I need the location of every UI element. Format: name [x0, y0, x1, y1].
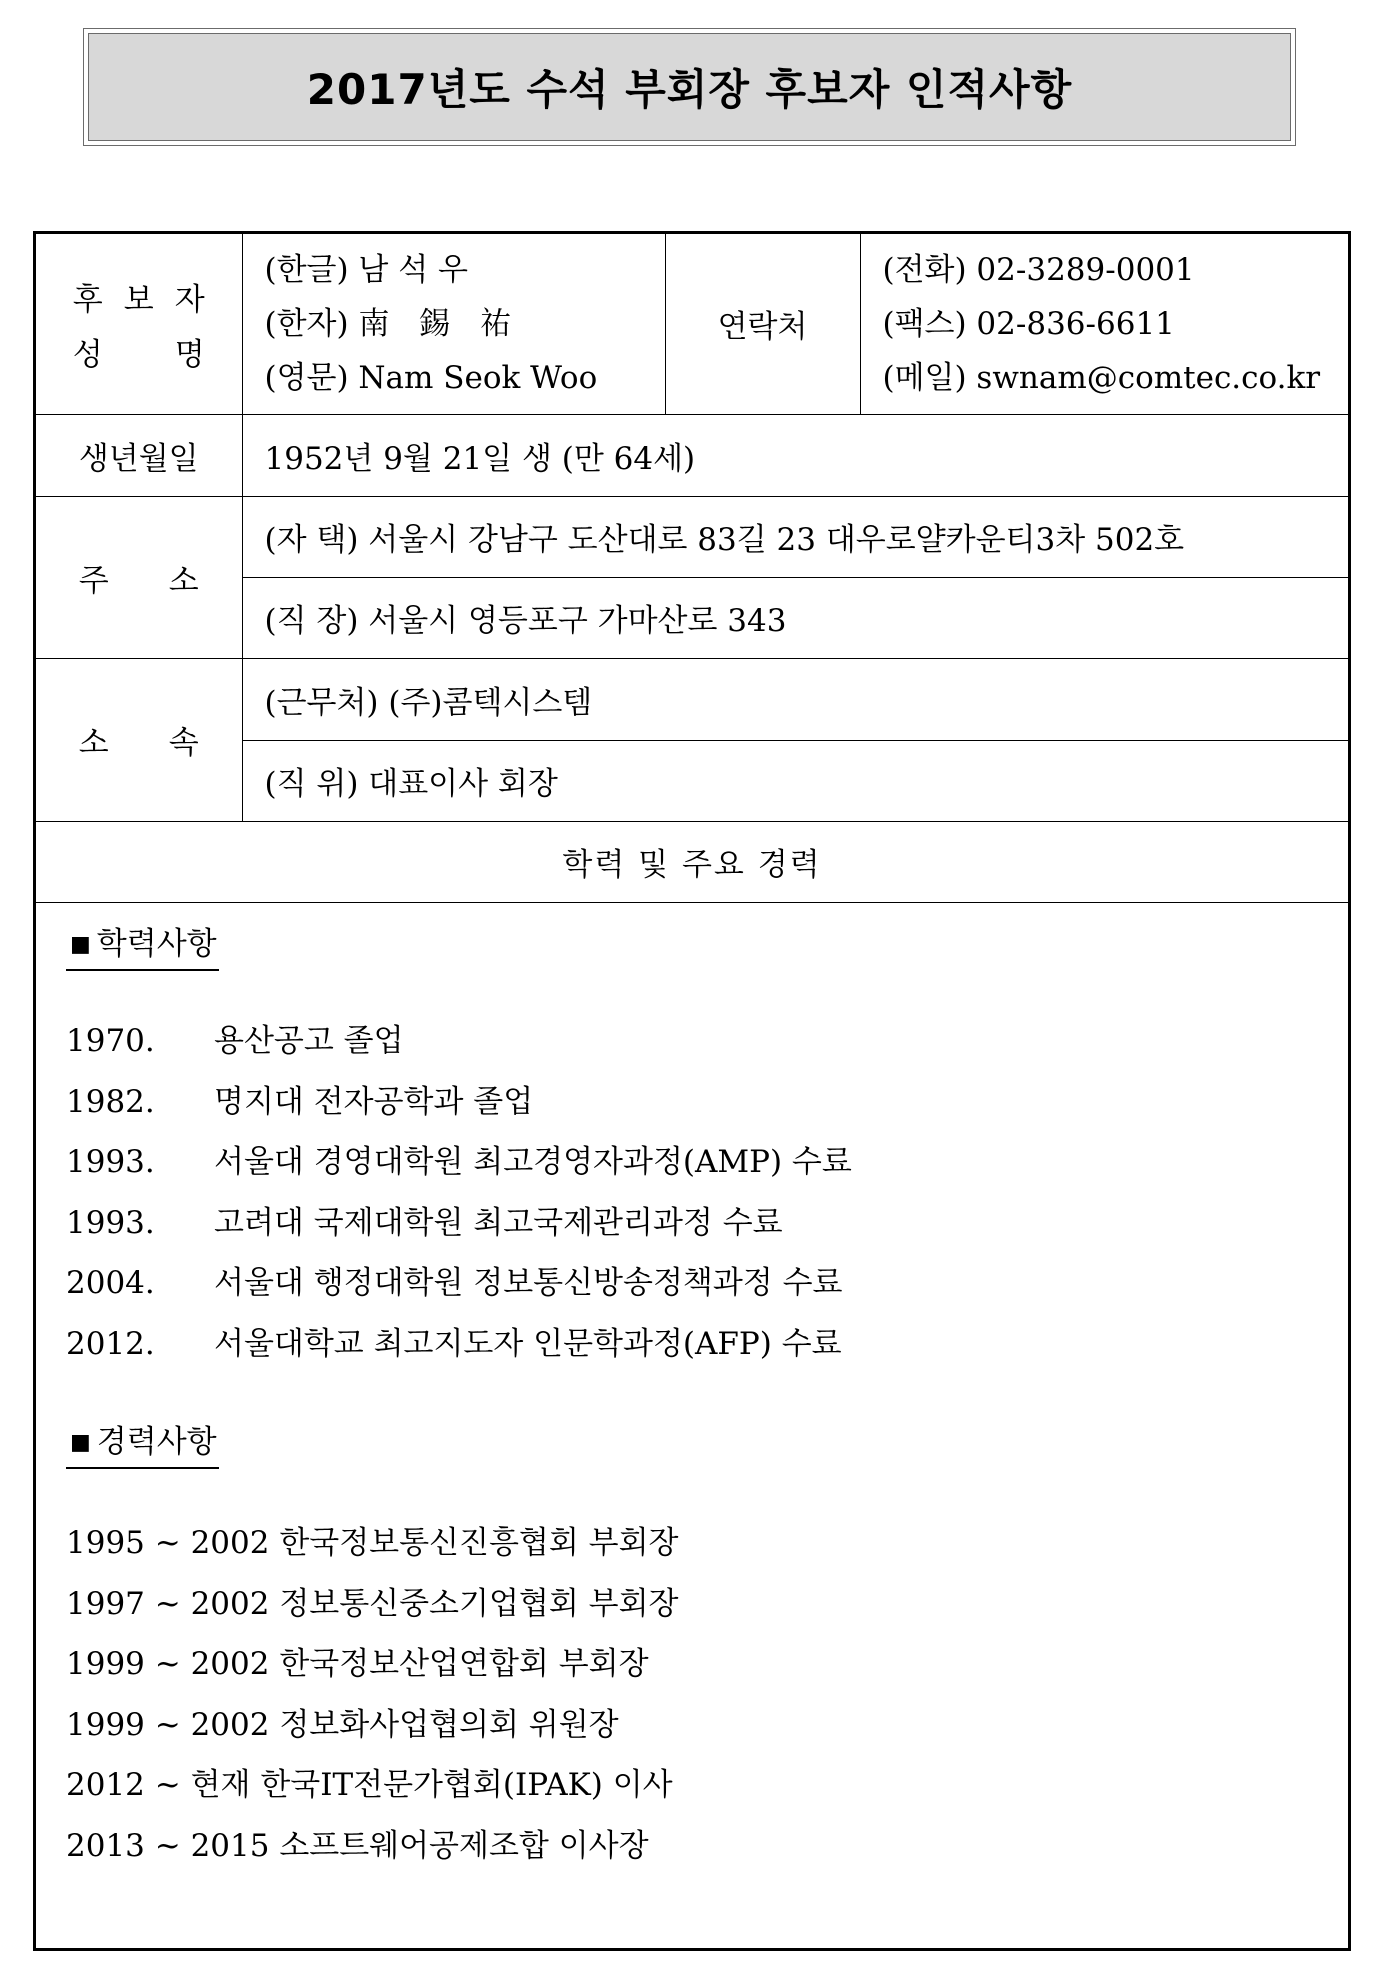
list-item: 1997 ~ 2002 정보통신중소기업협회 부회장: [66, 1585, 679, 1622]
affiliation-label-cell: [36, 658, 242, 821]
list-item: 2013 ~ 2015 소프트웨어공제조합 이사장: [66, 1827, 649, 1864]
name-row: [36, 234, 1348, 414]
education-list: [66, 1011, 1316, 1374]
list-item: 1970. 용산공고 졸업: [66, 1023, 404, 1059]
contact-phone: (전화) 02-3289-0001: [882, 251, 1195, 288]
name-values-cell: [242, 234, 665, 414]
list-item: 1999 ~ 2002 한국정보산업연합회 부회장: [66, 1646, 649, 1682]
name-label-line2: 성 명: [72, 336, 205, 373]
list-item: 1982. 명지대 전자공학과 졸업: [66, 1083, 534, 1120]
affiliation-company: (근무처) (주)콤텍시스템: [242, 658, 1348, 740]
contact-label: 연락처: [665, 234, 860, 414]
address-work: (직 장) 서울시 영등포구 가마산로 343: [242, 577, 1348, 658]
page-title: 2017년도 수석 부회장 후보자 인적사항: [306, 65, 1073, 114]
contact-email: (메일) swnam@comtec.co.kr: [882, 359, 1321, 396]
list-item: 2004. 서울대 행정대학원 정보통신방송정책과정 수료: [66, 1265, 843, 1301]
name-english: (영문) Nam Seok Woo: [264, 359, 598, 396]
education-heading: ■ 학력사항: [66, 924, 219, 971]
affiliation-company-row: [36, 658, 1348, 740]
address-home: (자 택) 서울시 강남구 도산대로 83길 23 대우로얄카운티3차 502호: [242, 496, 1348, 577]
list-item: 1993. 서울대 경영대학원 최고경영자과정(AMP) 수료: [66, 1144, 852, 1180]
birth-value: 1952년 9월 21일 생 (만 64세): [242, 414, 1348, 496]
affiliation-label: 소 속: [78, 725, 199, 761]
address-label-cell: [36, 496, 242, 658]
contact-fax: (팩스) 02-836-6611: [882, 305, 1175, 342]
list-item: 2012. 서울대학교 최고지도자 인문학과정(AFP) 수료: [66, 1325, 842, 1362]
name-label-cell: [36, 234, 242, 414]
birth-row: [36, 414, 1348, 496]
career-list: [66, 1513, 1316, 1876]
career-heading: ■ 경력사항: [66, 1422, 219, 1469]
history-header-row: [36, 821, 1348, 902]
contact-values-cell: [860, 234, 1348, 414]
affiliation-position: (직 위) 대표이사 회장: [242, 740, 1348, 821]
list-item: 1999 ~ 2002 정보화사업협의회 위원장: [66, 1706, 619, 1743]
history-content: [66, 924, 1316, 1876]
name-korean: (한글) 남 석 우: [264, 251, 468, 288]
list-item: 1993. 고려대 국제대학원 최고국제관리과정 수료: [66, 1204, 783, 1241]
list-item: 1995 ~ 2002 한국정보통신진흥협회 부회장: [66, 1525, 679, 1561]
name-label-line1: 후 보 자: [72, 281, 205, 318]
birth-label: 생년월일: [36, 414, 242, 496]
history-header: 학력 및 주요 경력: [36, 821, 1348, 902]
title-box: [83, 28, 1296, 146]
name-hanja: (한자) 南 錫 祐: [264, 305, 522, 342]
address-label: 주 소: [78, 562, 199, 599]
square-bullet-icon: ■: [70, 1430, 91, 1455]
list-item: 2012 ~ 현재 한국IT전문가협회(IPAK) 이사: [66, 1767, 673, 1803]
address-home-row: [36, 496, 1348, 577]
square-bullet-icon: ■: [70, 932, 91, 957]
title-banner: [88, 33, 1291, 141]
profile-table: [36, 234, 1348, 903]
profile-frame: [33, 231, 1351, 1951]
